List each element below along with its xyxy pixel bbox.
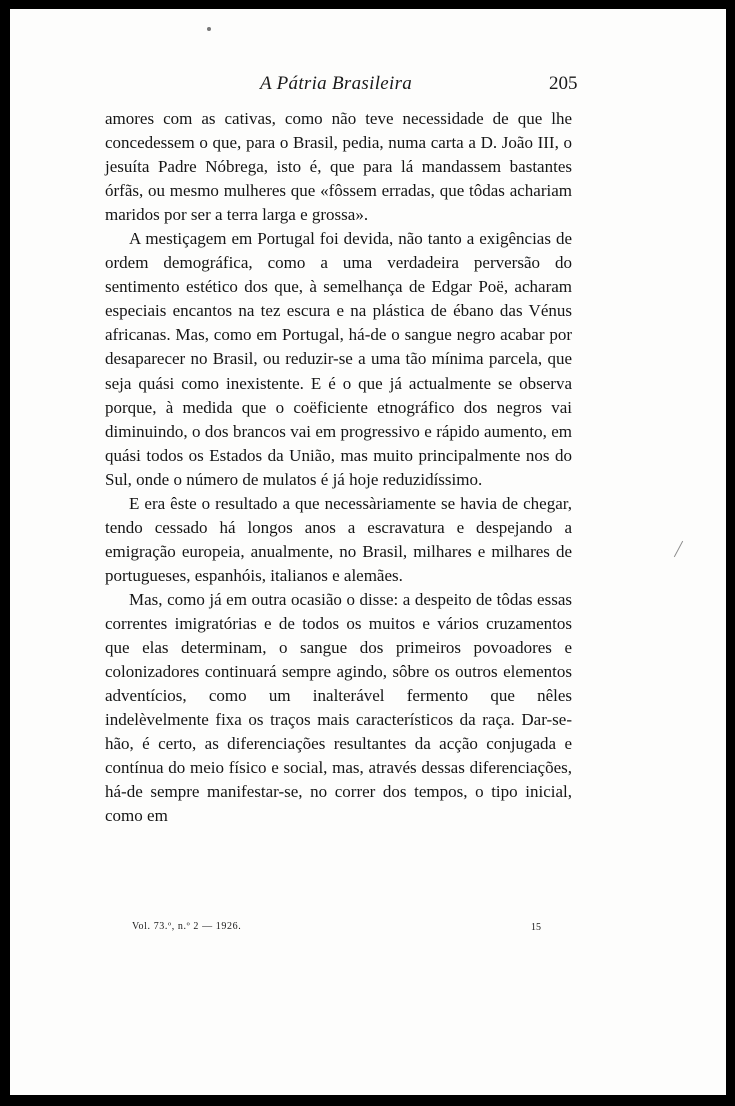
paragraph-1: amores com as cativas, como não teve necessidade de que lhe concedessem o que, para o Brasil, pedia, numa carta a D. João III, o jesuíta Padre Nóbrega, isto é, que para lá mandassem bastantes órfãs, ou mesmo mulheres que «fôssem erradas, que tôdas achariam maridos por ser a terra larga e grossa».: [105, 109, 572, 225]
book-page: [10, 9, 726, 1095]
paragraph-2: A mestiçagem em Portugal foi devida, não tanto a exigências de ordem demográfica, como a uma verdadeira perversão do sentimento estético dos que, à semelhança de Edgar Poë, acharam especiais encantos na tez escura e na plástica de ébano das Vénus africanas. Mas, como em Portugal, há-de o sangue negro acabar por desaparecer no Brasil, ou reduzir-se a uma tão mínima parcela, que seja quási como inexistente. E é o que já actualmente se observa porque, à medida que o coëficiente etnográfico dos negros vai diminuindo, o dos brancos vai em progressivo e rápido aumento, em quási todos os Estados da União, mas muito principalmente nos do Sul, onde o número de mulatos é já hoje reduzidíssimo.: [105, 229, 572, 489]
speck-dot: [207, 27, 211, 31]
page-footer: [10, 921, 726, 941]
paragraph-4: Mas, como já em outra ocasião o disse: a despeito de tôdas essas correntes imigratórias e de todos os muitos e vários cruzamentos que elas determinam, o sangue dos primeiros povoadores e colonizadores continuará sempre agindo, sôbre os outros elementos adventícios, como um inalterável fermento que nêles indelèvelmente fixa os traços mais característicos da raça. Dar-se-hão, é certo, as diferenciações resultantes da acção conjugada e contínua do meio físico e social, mas, através dessas diferenciações, há-de sempre manifestar-se, no correr dos tempos, o tipo inicial, como em: [105, 589, 572, 826]
paragraph-3: E era êste o resultado a que necessàriamente se havia de chegar, tendo cessado há longos anos a escravatura e despejando a emigração europeia, anualmente, no Brasil, milhares e milhares de portugueses, espanhóis, italianos e alemães.: [105, 493, 572, 585]
volume-line: Vol. 73.º, n.º 2 — 1926.: [132, 921, 242, 932]
signature-mark: 15: [531, 922, 541, 933]
page-header: [10, 73, 726, 97]
margin-mark: [674, 541, 683, 557]
running-title: A Pátria Brasileira: [260, 73, 413, 94]
page-number: 205: [549, 73, 578, 94]
body-text: [105, 107, 572, 828]
